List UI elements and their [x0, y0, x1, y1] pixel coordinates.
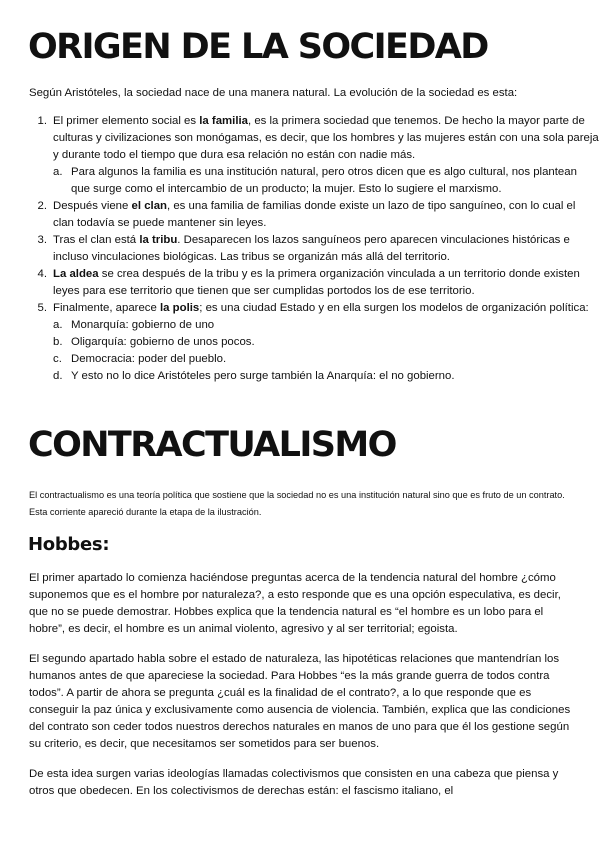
list-item-aldea: La aldea se crea después de la tribu y es la primera organización vinculada a un territorio donde existen leyes para ese territorio que tienen que ser cumplidas portodos los de ese territorio. [53, 268, 580, 297]
sublist-item: Oligarquía: gobierno de unos pocos. [71, 336, 255, 348]
term-familia: la familia [199, 115, 248, 127]
hobbes-paragraph-3: De esta idea surgen varias ideologías llamadas colectivismos que consisten en una cabeza que piensa y otros que obedecen. En los colectivismos de derechas están: el fascismo italiano, el [29, 768, 559, 797]
title-contractualismo: CONTRACTUALISMO [28, 425, 396, 465]
hobbes-section [29, 570, 577, 813]
term-aldea: La aldea [53, 268, 99, 280]
list-item-tribu: Tras el clan está la tribu. Desaparecen los lazos sanguíneos pero aparecen vinculaciones históricas e incluso vinculaciones biológicas. Las tribus se organizán más allá del territorio. [53, 234, 570, 263]
list-item-familia: El primer elemento social es la familia, es la primera sociedad que tenemos. De hecho la mayor parte de culturas y civilizaciones son monógamas, es decir, que los hombres y las mujeres están con una sola pareja y durante todo el tiempo que dura esa relación no están con nadie más. Para algunos la familia es una institución natural, pero otros dicen que es algo cultural, nos plantean que surge como el intercambio de un producto; la mujer. Esto lo sugiere el marxismo. [53, 113, 599, 198]
intro-paragraph: Según Aristóteles, la sociedad nace de una manera natural. La evolución de la sociedad es esta: [29, 87, 518, 99]
sublist-item: Y esto no lo dice Aristóteles pero surge también la Anarquía: el no gobierno. [71, 370, 455, 382]
familia-sublist [53, 164, 599, 198]
term-clan: el clan [131, 200, 167, 212]
sublist-item: Democracia: poder del pueblo. [71, 353, 227, 365]
contractualismo-intro: El contractualismo es una teoría política que sostiene que la sociedad no es una institución natural sino que es fruto de un contrato. Esta corriente apareció durante la etapa de la ilustración. [29, 490, 565, 517]
list-item-polis: Finalmente, aparece la polis; es una ciudad Estado y en ella surgen los modelos de organización política: Monarquía: gobierno de uno Oligarquía: gobierno de unos pocos. Democracia: poder del pueblo. Y esto no lo dice Aristóteles pero surge también la Anarquía: el no gobierno. [53, 300, 599, 385]
heading-hobbes: Hobbes: [28, 534, 110, 555]
term-polis: la polis [160, 302, 200, 314]
hobbes-paragraph-1: El primer apartado lo comienza haciéndose preguntas acerca de la tendencia natural del hombre ¿cómo suponemos que es el hombre por naturaleza?, a esto responde que es una opción especulativa, es decir, que no se puede demostrar. Hobbes explica que la tendencia natural es “el hombre es un lobo para el hobre”, es decir, el hombre es un animal violento, agresivo y al ser territorial; egoista. [29, 572, 561, 635]
title-origen: ORIGEN DE LA SOCIEDAD [28, 27, 488, 67]
sublist-item: Monarquía: gobierno de uno [71, 319, 215, 331]
evolution-list [29, 113, 599, 385]
list-item-clan: Después viene el clan, es una familia de familias donde existe un lazo de tipo sanguíneo, con lo cual el clan todavía se puede mantener sin leyes. [53, 200, 576, 229]
term-tribu: la tribu [139, 234, 178, 246]
polis-sublist [53, 317, 599, 385]
hobbes-paragraph-2: El segundo apartado habla sobre el estado de naturaleza, las hipotéticas relaciones que mantendrían los humanos antes de que apareciese la sociedad. Para Hobbes “es la más grande guerra de todos contra todos”. A partir de ahora se pregunta ¿cuál es la finalidad de el contrato?, a lo que responde que es conseguir la paz única y exclusivamente como ausencia de violencia. También, explica que las condiciones del contrato son ceder todos nuestros derechos naturales en manos de uno para que él los gestione según su criterio, es decir, que necesitamos ser sometidos para ser buenos. [29, 653, 571, 750]
sublist-item: Para algunos la familia es una institución natural, pero otros dicen que es algo cultural, nos plantean que surge como el intercambio de un producto; la mujer. Esto lo sugiere el marxismo. [71, 166, 577, 195]
